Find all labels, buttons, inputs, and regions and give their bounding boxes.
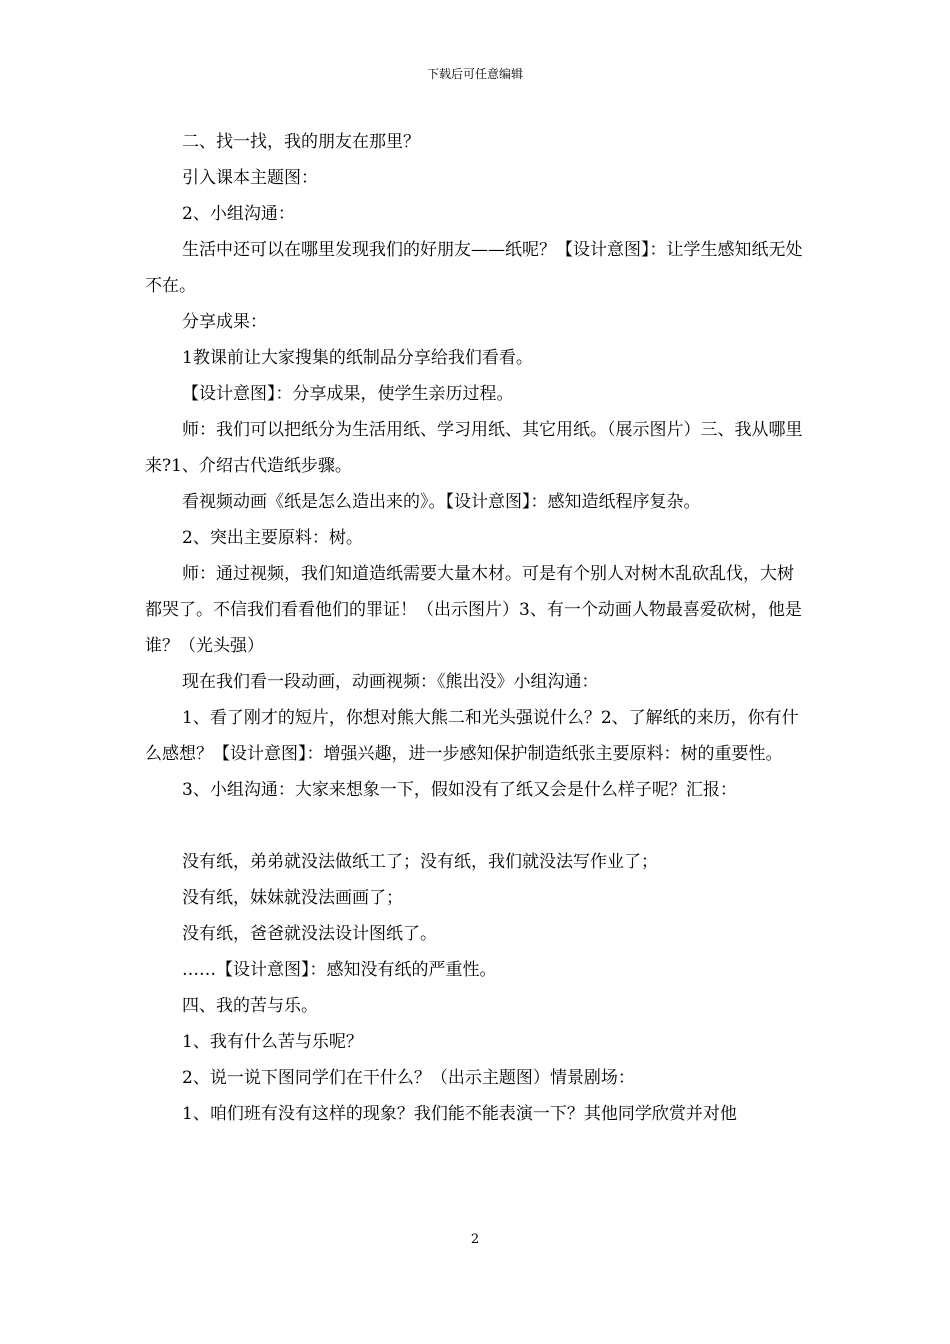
paragraph: 看视频动画《纸是怎么造出来的》。【设计意图】：感知造纸程序复杂。 (182, 492, 701, 512)
paragraph: ……【设计意图】：感知没有纸的严重性。 (182, 960, 497, 980)
paragraph: 师：我们可以把纸分为生活用纸、学习用纸、其它用纸。（展示图片）三、我从哪里来?1、介绍古代造纸步骤。 (145, 420, 803, 476)
page-header: 下载后可任意编辑 (426, 67, 523, 81)
paragraph: 分享成果： (182, 312, 267, 332)
paragraph: 没有纸，弟弟就没法做纸工了；没有纸，我们就没法写作业了； (182, 852, 658, 872)
blank-line (145, 808, 807, 844)
paragraph: 1、咱们班有没有这样的现象？我们能不能表演一下？其他同学欣赏并对他 (182, 1104, 737, 1124)
paragraph: 没有纸，爸爸就没法设计图纸了。 (182, 924, 437, 944)
paragraph: 现在我们看一段动画，动画视频：《熊出没》小组沟通： (182, 672, 599, 692)
paragraph: 2、小组沟通： (182, 204, 295, 224)
paragraph: 没有纸，妹妹就没法画画了； (182, 888, 403, 908)
paragraph: 四、我的苦与乐。 (182, 996, 318, 1016)
document-body (145, 124, 807, 1132)
paragraph: 二、找一找，我的朋友在那里？ (182, 132, 420, 152)
paragraph: 1、看了刚才的短片，你想对熊大熊二和光头强说什么？2、了解纸的来历，你有什么感想？【设计意图】：增强兴趣，进一步感知保护制造纸张主要原料：树的重要性。 (145, 708, 799, 764)
paragraph: 师：通过视频，我们知道造纸需要大量木材。可是有个别人对树木乱砍乱伐，大树都哭了。不信我们看看他们的罪证！（出示图片）3、有一个动画人物最喜爱砍树，他是谁？（光头强） (145, 564, 802, 656)
paragraph: 引入课本主题图： (182, 168, 318, 188)
page-number: 2 (470, 1232, 480, 1247)
paragraph: 2、突出主要原料：树。 (182, 528, 363, 548)
paragraph: 生活中还可以在哪里发现我们的好朋友——纸呢？【设计意图】：让学生感知纸无处不在。 (145, 240, 803, 296)
paragraph: 1、我有什么苦与乐呢？ (182, 1032, 363, 1052)
paragraph: 2、说一说下图同学们在干什么？（出示主题图）情景剧场： (182, 1068, 635, 1088)
paragraph: 1教课前让大家搜集的纸制品分享给我们看看。 (182, 348, 533, 368)
paragraph: 3、小组沟通：大家来想象一下，假如没有了纸又会是什么样子呢？汇报： (182, 780, 737, 800)
paragraph: 【设计意图】：分享成果，使学生亲历过程。 (182, 384, 514, 404)
